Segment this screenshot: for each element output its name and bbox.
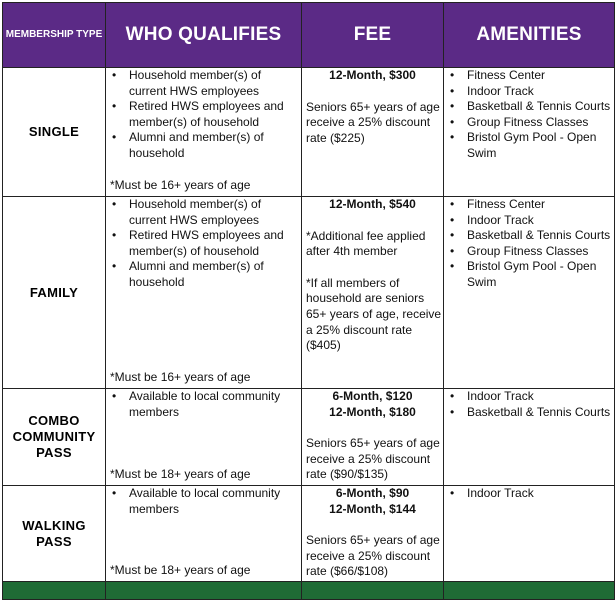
- amenities-cell: [444, 389, 615, 486]
- qualifies-item: [106, 259, 301, 290]
- fee-amount: 12-Month, $300: [329, 68, 416, 82]
- qualifies-list: [106, 389, 301, 420]
- bullet-icon: •: [450, 197, 455, 211]
- table-row: [3, 197, 615, 389]
- amenity-item: [444, 130, 614, 161]
- fee-amount: 6-Month, $120: [332, 389, 413, 403]
- table-row: [3, 389, 615, 486]
- fee-spacer: [302, 420, 443, 436]
- header-amenities: AMENITIES: [444, 3, 615, 68]
- amenity-text: Indoor Track: [467, 83, 534, 98]
- bullet-icon: •: [450, 243, 455, 258]
- amenity-text: Bristol Gym Pool - Open Swim: [467, 130, 597, 160]
- fee-cell: [302, 389, 444, 486]
- fee-note: *If all members of household are seniors 65+ years of age, receive a 25% discount rate ($405): [306, 275, 442, 353]
- bullet-icon: •: [450, 83, 455, 98]
- bullet-icon: •: [450, 99, 455, 114]
- fee-note: Seniors 65+ years of age receive a 25% discount rate ($90/$135): [306, 436, 440, 482]
- amenity-item: [444, 68, 614, 84]
- fee-spacer: [302, 517, 443, 533]
- qualifies-item: [106, 130, 301, 161]
- amenity-item: [444, 389, 614, 405]
- amenities-list: [444, 486, 614, 502]
- qualifies-item: [106, 197, 301, 228]
- bullet-icon: •: [450, 486, 455, 500]
- amenity-text: Indoor Track: [467, 389, 534, 403]
- fee-amount: 12-Month, $180: [329, 404, 416, 419]
- amenities-cell: [444, 486, 615, 582]
- amenity-item: [444, 197, 614, 213]
- qualifies-text: Alumni and member(s) of household: [129, 259, 264, 289]
- amenity-item: [444, 259, 614, 290]
- fee-spacer: [302, 84, 443, 100]
- amenity-item: [444, 486, 614, 502]
- table-row: [3, 68, 615, 197]
- amenity-text: Indoor Track: [467, 486, 534, 500]
- amenity-text: Indoor Track: [467, 212, 534, 227]
- qualifies-text: Household member(s) of current HWS employees: [129, 68, 262, 98]
- qualifies-text: Household member(s) of current HWS employees: [129, 197, 262, 227]
- bullet-icon: •: [112, 486, 117, 500]
- age-requirement-note: *Must be 16+ years of age: [110, 178, 251, 193]
- header-who-qualifies: WHO QUALIFIES: [106, 3, 302, 68]
- qualifies-item: [106, 99, 301, 130]
- qualifies-text: Alumni and member(s) of household: [129, 130, 264, 160]
- amenities-list: [444, 197, 614, 291]
- amenities-cell: [444, 68, 615, 197]
- amenity-text: Group Fitness Classes: [467, 243, 589, 258]
- amenity-text: Fitness Center: [467, 68, 546, 82]
- bullet-icon: •: [112, 228, 117, 243]
- qualifies-item: [106, 486, 301, 517]
- fee-amount: 12-Month, $540: [329, 197, 416, 211]
- bullet-icon: •: [450, 259, 455, 274]
- membership-type-cell: FAMILY: [3, 197, 106, 389]
- fee-amount: 12-Month, $144: [329, 501, 416, 516]
- qualifies-text: Retired HWS employees and member(s) of household: [129, 99, 284, 129]
- footer-cell: [444, 582, 615, 600]
- amenity-item: [444, 228, 614, 244]
- table-row: [3, 486, 615, 582]
- bullet-icon: •: [112, 68, 117, 82]
- qualifies-item: [106, 389, 301, 420]
- qualifies-cell: [106, 68, 302, 197]
- bullet-icon: •: [450, 114, 455, 129]
- bullet-icon: •: [450, 389, 455, 403]
- bullet-icon: •: [112, 197, 117, 211]
- amenity-item: [444, 213, 614, 229]
- footer-bar: [3, 582, 615, 600]
- age-requirement-note: *Must be 18+ years of age: [110, 467, 251, 482]
- bullet-icon: •: [450, 404, 455, 419]
- qualifies-cell: [106, 389, 302, 486]
- fee-note: *Additional fee applied after 4th member: [306, 228, 426, 259]
- qualifies-text: Available to local community members: [129, 486, 281, 516]
- qualifies-cell: [106, 486, 302, 582]
- footer-cell: [3, 582, 106, 600]
- footer-cell: [302, 582, 444, 600]
- fee-cell: [302, 197, 444, 389]
- bullet-icon: •: [450, 130, 455, 145]
- amenities-list: [444, 389, 614, 420]
- amenity-text: Bristol Gym Pool - Open Swim: [467, 259, 597, 289]
- bullet-icon: •: [450, 212, 455, 227]
- amenity-text: Basketball & Tennis Courts: [467, 99, 611, 114]
- amenity-text: Basketball & Tennis Courts: [467, 228, 611, 243]
- amenity-item: [444, 405, 614, 421]
- amenity-item: [444, 99, 614, 115]
- fee-amount: 6-Month, $90: [335, 486, 410, 500]
- qualifies-list: [106, 197, 301, 291]
- footer-cell: [106, 582, 302, 600]
- qualifies-item: [106, 68, 301, 99]
- fee-spacer: [302, 260, 443, 276]
- fee-note: Seniors 65+ years of age receive a 25% discount rate ($66/$108): [306, 533, 440, 579]
- qualifies-item: [106, 228, 301, 259]
- bullet-icon: •: [450, 68, 455, 82]
- age-requirement-note: *Must be 16+ years of age: [110, 370, 251, 385]
- age-requirement-note: *Must be 18+ years of age: [110, 563, 251, 578]
- qualifies-list: [106, 486, 301, 517]
- header-row: [3, 3, 615, 68]
- header-membership-type: MEMBERSHIP TYPE: [3, 3, 106, 68]
- amenity-item: [444, 84, 614, 100]
- amenities-list: [444, 68, 614, 162]
- bullet-icon: •: [112, 99, 117, 114]
- amenity-text: Basketball & Tennis Courts: [467, 404, 611, 419]
- amenity-item: [444, 115, 614, 131]
- membership-type-cell: WALKING PASS: [3, 486, 106, 582]
- amenity-text: Fitness Center: [467, 197, 546, 211]
- amenity-item: [444, 244, 614, 260]
- qualifies-list: [106, 68, 301, 162]
- amenities-cell: [444, 197, 615, 389]
- qualifies-text: Retired HWS employees and member(s) of household: [129, 228, 284, 258]
- membership-table: [2, 2, 615, 600]
- membership-type-cell: SINGLE: [3, 68, 106, 197]
- fee-cell: [302, 68, 444, 197]
- bullet-icon: •: [112, 389, 117, 403]
- bullet-icon: •: [112, 259, 117, 274]
- header-fee: FEE: [302, 3, 444, 68]
- qualifies-cell: [106, 197, 302, 389]
- amenity-text: Group Fitness Classes: [467, 114, 589, 129]
- fee-cell: [302, 486, 444, 582]
- qualifies-text: Available to local community members: [129, 389, 281, 419]
- membership-type-cell: COMBO COMMUNITY PASS: [3, 389, 106, 486]
- bullet-icon: •: [450, 228, 455, 243]
- fee-spacer: [302, 213, 443, 229]
- bullet-icon: •: [112, 130, 117, 145]
- fee-note: Seniors 65+ years of age receive a 25% discount rate ($225): [306, 99, 440, 145]
